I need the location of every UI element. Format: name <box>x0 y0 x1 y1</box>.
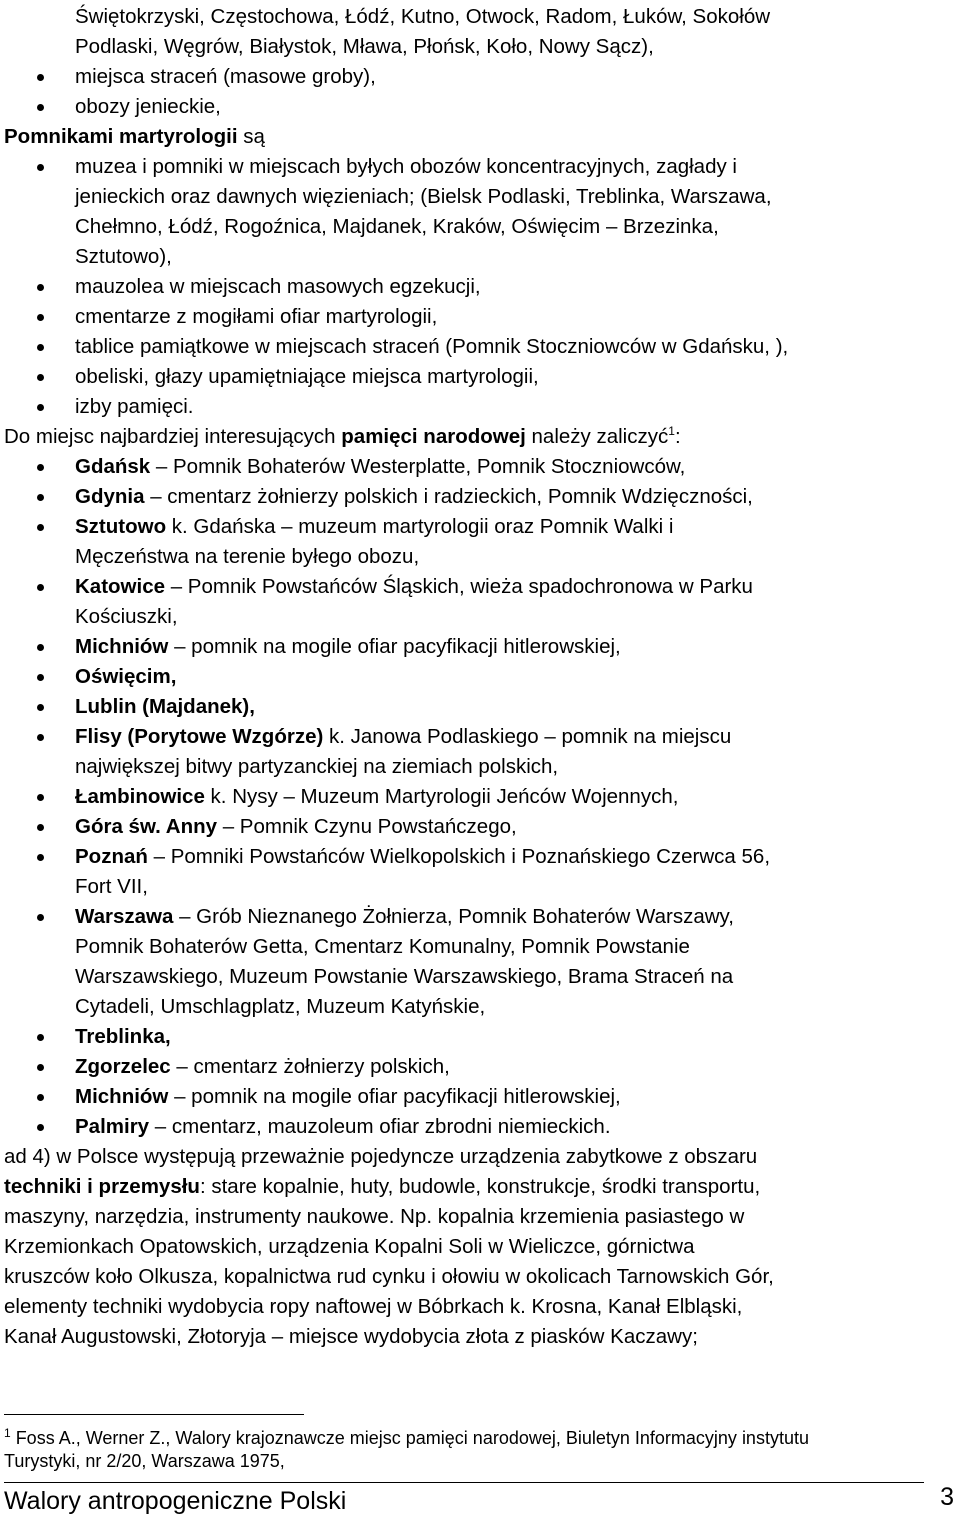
place-description: – cmentarz żołnierzy polskich i radzieckich, Pomnik Wdzięczności, <box>144 485 753 508</box>
place-name: Lublin (Majdanek), <box>75 695 255 718</box>
place-item <box>0 722 958 782</box>
place-name: Michniów <box>75 1085 169 1108</box>
place-description: k. Gdańska – muzeum martyrologii oraz Pomnik Walki i <box>166 515 674 538</box>
bullet-item: obeliski, głazy upamiętniające miejsca martyrologii, <box>0 362 958 392</box>
place-item <box>0 662 958 692</box>
place-name: Michniów <box>75 635 169 658</box>
place-description-cont: Pomnik Bohaterów Getta, Cmentarz Komunalny, Pomnik Powstanie <box>75 935 690 958</box>
place-description: – cmentarz, mauzoleum ofiar zbrodni niemieckich. <box>149 1115 611 1138</box>
places-list <box>0 452 958 1142</box>
place-item <box>0 482 958 512</box>
text-line: Podlaski, Węgrów, Białystok, Mława, Płońsk, Koło, Nowy Sącz), <box>75 35 654 58</box>
bullet-item: tablice pamiątkowe w miejscach straceń (Pomnik Stoczniowców w Gdańsku, ), <box>0 332 958 362</box>
place-name: Sztutowo <box>75 515 167 538</box>
place-item <box>0 452 958 482</box>
place-description-cont: Kościuszki, <box>75 605 178 628</box>
place-description: – Pomnik Czynu Powstańczego, <box>217 815 517 838</box>
paragraph-line: maszyny, narzędzia, instrumenty naukowe. Np. kopalnia krzemienia pasiastego w <box>4 1205 745 1228</box>
place-description-cont: Cytadeli, Umschlagplatz, Muzeum Katyńskie, <box>75 995 486 1018</box>
bullet-item: cmentarze z mogiłami ofiar martyrologii, <box>0 302 958 332</box>
heading-bold: Pomnikami martyrologii <box>4 125 238 148</box>
place-name: Treblinka, <box>75 1025 171 1048</box>
paragraph-line: Krzemionkach Opatowskich, urządzenia Kopalni Soli w Wieliczce, górnictwa <box>4 1235 695 1258</box>
place-description-cont: Fort VII, <box>75 875 148 898</box>
place-item <box>0 782 958 812</box>
place-name: Poznań <box>75 845 148 868</box>
place-item <box>0 572 958 632</box>
paragraph-line: Kanał Augustowski, Złotoryja – miejsce wydobycia złota z piasków Kaczawy; <box>4 1325 698 1348</box>
place-description: – Grób Nieznanego Żołnierza, Pomnik Bohaterów Warszawy, <box>173 905 734 928</box>
footnote-ref[interactable]: 1 <box>668 424 675 439</box>
place-description: – Pomniki Powstańców Wielkopolskich i Poznańskiego Czerwca 56, <box>147 845 771 868</box>
place-description: – pomnik na mogile ofiar pacyfikacji hitlerowskiej, <box>168 1085 621 1108</box>
place-description-cont: Warszawskiego, Muzeum Powstanie Warszawskiego, Brama Straceń na <box>75 965 734 988</box>
place-name: Katowice <box>75 575 165 598</box>
paragraph-line: ad 4) w Polsce występują przeważnie pojedyncze urządzenia zabytkowe z obszaru <box>4 1145 758 1168</box>
section-heading: Pomnikami martyrologii są <box>4 125 265 148</box>
place-item <box>0 1082 958 1112</box>
paragraph-line: techniki i przemysłu: stare kopalnie, huty, budowle, konstrukcje, środki transportu, <box>4 1175 761 1198</box>
place-name: Gdynia <box>75 485 145 508</box>
place-name: Góra św. Anny <box>75 815 218 838</box>
place-item <box>0 512 958 572</box>
text-line: Świętokrzyski, Częstochowa, Łódź, Kutno, Otwock, Radom, Łuków, Sokołów <box>75 5 771 28</box>
place-description-cont: największej bitwy partyzanckiej na ziemiach polskich, <box>75 755 559 778</box>
place-description: – Pomnik Bohaterów Westerplatte, Pomnik Stoczniowców, <box>150 455 686 478</box>
place-item <box>0 1022 958 1052</box>
place-description: – Pomnik Powstańców Śląskich, wieża spadochronowa w Parku <box>165 575 753 598</box>
bullet-item: miejsca straceń (masowe groby), <box>0 62 958 92</box>
place-description: – cmentarz żołnierzy polskich, <box>170 1055 450 1078</box>
footnote-marker: 1 <box>4 1426 11 1440</box>
footnote-divider <box>4 1414 304 1415</box>
place-name: Zgorzelec <box>75 1055 171 1078</box>
place-item <box>0 812 958 842</box>
place-name: Warszawa <box>75 905 174 928</box>
place-name: Gdańsk <box>75 455 151 478</box>
bullet-item: obozy jenieckie, <box>0 92 958 122</box>
place-item <box>0 1052 958 1082</box>
place-item <box>0 902 958 1022</box>
place-item <box>0 842 958 902</box>
paragraph-line: kruszców koło Olkusza, kopalnictwa rud cynku i ołowiu w okolicach Tarnowskich Gór, <box>4 1265 774 1288</box>
place-name: Palmiry <box>75 1115 150 1138</box>
place-description-cont: Męczeństwa na terenie byłego obozu, <box>75 545 420 568</box>
place-description: k. Janowa Podlaskiego – pomnik na miejscu <box>323 725 732 748</box>
place-item <box>0 692 958 722</box>
bullet-item: mauzolea w miejscach masowych egzekucji, <box>0 272 958 302</box>
page-number: 3 <box>940 1483 954 1511</box>
bullet-item: izby pamięci. <box>0 392 958 422</box>
paragraph-line: elementy techniki wydobycia ropy naftowej w Bóbrkach k. Krosna, Kanał Elbląski, <box>4 1295 743 1318</box>
place-name: Łambinowice <box>75 785 205 808</box>
footnote: $^1$ Foss A., Werner Z., Walory krajoznawcze miejsc pamięci narodowej, Biuletyn Informacyjny instytutu Turystyki, nr 2/20, Warszawa 1975, <box>4 1426 809 1471</box>
place-item <box>0 632 958 662</box>
place-item <box>0 1112 958 1142</box>
bullet-item: muzea i pomniki w miejscach byłych obozów koncentracyjnych, zagłady i jenieckich oraz dawnych więzieniach; (Bielsk Podlaski, Treblinka, Warszawa, Chełmno, Łódź, Rogoźnica, Majdanek, Kraków, Oświęcim – Brzezinka, Sztutowo), <box>0 152 958 272</box>
place-description: – pomnik na mogile ofiar pacyfikacji hitlerowskiej, <box>168 635 621 658</box>
footer-divider <box>4 1482 924 1483</box>
place-description: k. Nysy – Muzeum Martyrologii Jeńców Wojennych, <box>204 785 679 808</box>
paragraph-line: Do miejsc najbardziej interesujących pamięci narodowej należy zaliczyć$^1$: <box>4 424 681 448</box>
footer-title: Walory antropogeniczne Polski <box>4 1487 347 1515</box>
place-name: Oświęcim, <box>75 665 177 688</box>
place-name: Flisy (Porytowe Wzgórze) <box>75 725 324 748</box>
document-body <box>0 2 958 1352</box>
